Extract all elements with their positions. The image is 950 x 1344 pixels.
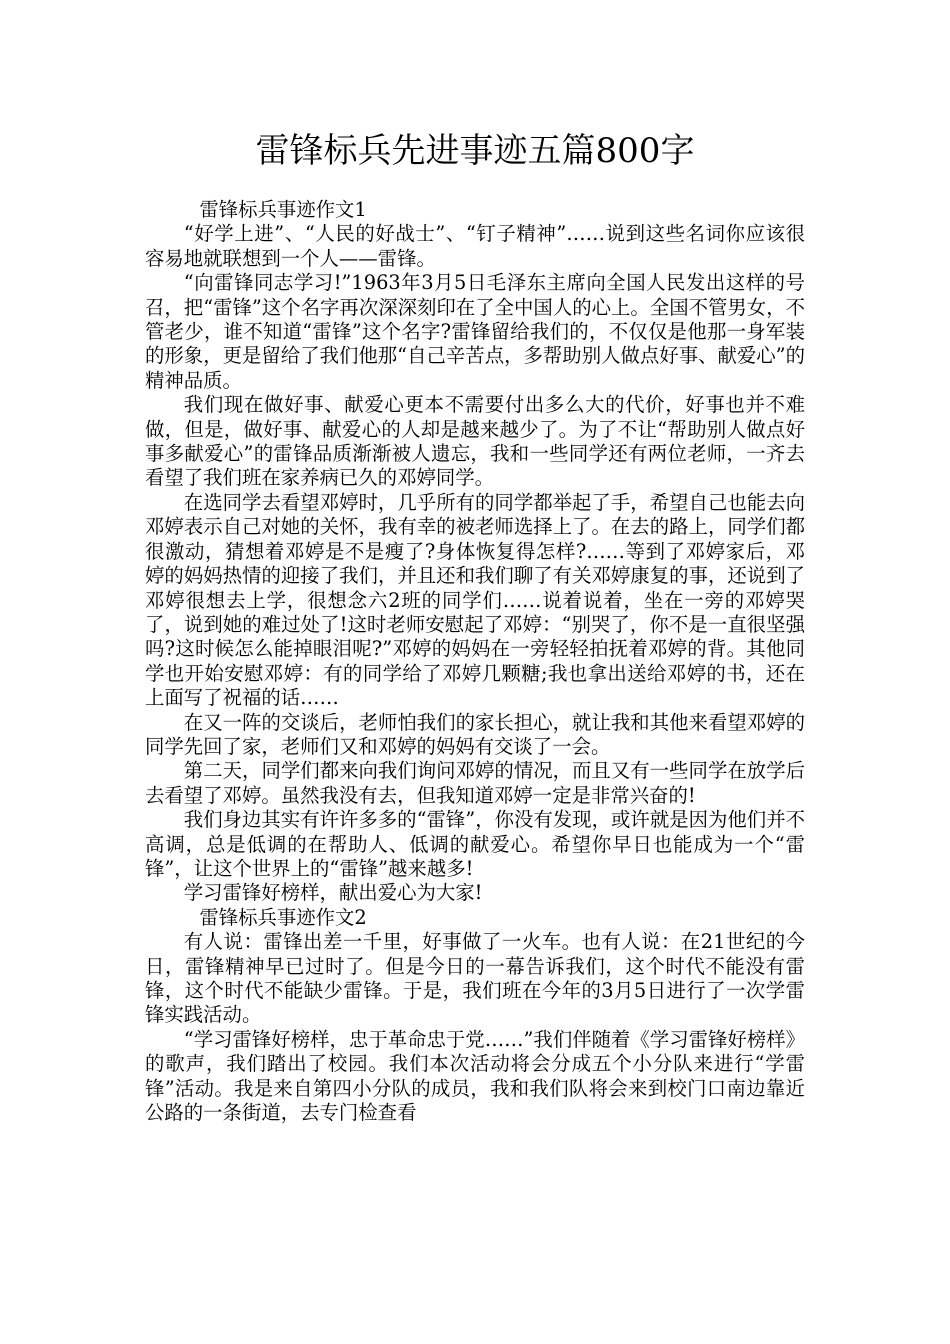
body-paragraph: “向雷锋同志学习!”1963年3月5日毛泽东主席向全国人民发出这样的号召，把“雷锋”这个名字再次深深刻印在了全中国人的心上。全国不管男女，不管老少，谁不知道“雷锋”这个名字?雷锋留给我们的，不仅仅是他那一身军装的形象，更是留给了我们他那“自己辛苦点，多帮助别人做点好事、献爱心”的精神品质。 [145,271,805,392]
body-paragraph: 学习雷锋好榜样，献出爱心为大家! [183,881,483,905]
body-paragraph: 我们现在做好事、献爱心更本不需要付出多么大的代价，好事也并不难做，但是，做好事、献爱心的人却是越来越少了。为了不让“帮助别人做点好事多献爱心”的雷锋品质渐渐被人遗忘，我和一些同学还有两位老师，一齐去看望了我们班在家养病已久的邓婷同学。 [145,393,805,490]
body-paragraph: 有人说：雷锋出差一千里，好事做了一火车。也有人说：在21世纪的今日，雷锋精神早已过时了。但是今日的一幕告诉我们，这个时代不能没有雷锋，这个时代不能缺少雷锋。于是，我们班在今年的3月5日进行了一次学雷锋实践活动。 [145,930,805,1027]
section-heading: 雷锋标兵事迹作文2 [199,905,367,929]
document-body [145,198,805,1125]
body-paragraph: “学习雷锋好榜样，忠于革命忠于党……”我们伴随着《学习雷锋好榜样》的歌声，我们踏出了校园。我们本次活动将会分成五个小分队来进行“学雷锋”活动。我是来自第四小分队的成员，我和我们队将会来到校门口南边靠近公路的一条街道，去专门检查看 [145,1027,805,1125]
body-paragraph: 在又一阵的交谈后，老师怕我们的家长担心，就让我和其他来看望邓婷的同学先回了家，老师们又和邓婷的妈妈有交谈了一会。 [145,710,805,758]
section-heading: 雷锋标兵事迹作文1 [199,198,367,221]
body-paragraph: 在选同学去看望邓婷时，几乎所有的同学都举起了手，希望自己也能去向邓婷表示自己对她的关怀，我有幸的被老师选择上了。在去的路上，同学们都很激动，猜想着邓婷是不是瘦了?身体恢复得怎样?……等到了邓婷家后，邓婷的妈妈热情的迎接了我们，并且还和我们聊了有关邓婷康复的事，还说到了邓婷很想去上学，很想念六2班的同学们……说着说着，坐在一旁的邓婷哭了，说到她的难过处了!这时老师安慰起了邓婷：“别哭了，你不是一直很坚强吗?这时候怎么能掉眼泪呢?”邓婷的妈妈在一旁轻轻拍抚着邓婷的背。其他同学也开始安慰邓婷：有的同学给了邓婷几颗糖;我也拿出送给邓婷的书，还在上面写了祝福的话…… [145,490,805,710]
body-paragraph: “好学上进”、“人民的好战士”、“钉子精神”……说到这些名词你应该很容易地就联想到一个人——雷锋。 [145,222,805,270]
document-title: 雷锋标兵先进事迹五篇800字 [255,131,695,171]
body-paragraph: 第二天，同学们都来向我们询问邓婷的情况，而且又有一些同学在放学后去看望了邓婷。虽然我没有去，但我知道邓婷一定是非常兴奋的! [145,759,805,807]
body-paragraph: 我们身边其实有许许多多的“雷锋”，你没有发现，或许就是因为他们并不高调，总是低调的在帮助人、低调的献爱心。希望你早日也能成为一个“雷锋”，让这个世界上的“雷锋”越来越多! [145,808,805,880]
